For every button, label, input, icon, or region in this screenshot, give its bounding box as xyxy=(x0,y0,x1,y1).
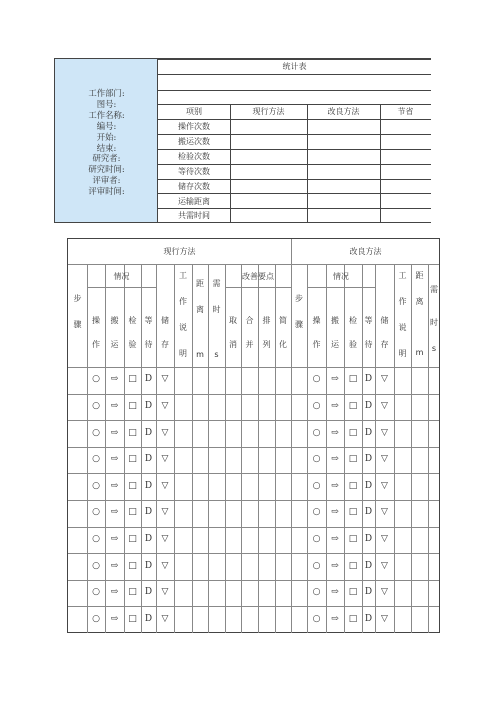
method-col-label: 验 xyxy=(349,340,357,349)
flow-symbol: ⇨ xyxy=(331,507,339,518)
stat-row-label: 搬运次数 xyxy=(178,136,210,146)
improve-col-label: 排 xyxy=(262,316,271,325)
subheader-line xyxy=(87,287,156,288)
flow-symbol: D xyxy=(144,533,153,544)
step-label: 步 xyxy=(295,294,303,303)
work-desc-label: 说 xyxy=(398,323,407,332)
work-desc-label: 说 xyxy=(179,323,187,332)
method-col-label: 检 xyxy=(349,316,357,325)
stat-row-line xyxy=(158,119,431,120)
flow-symbol: ▽ xyxy=(381,507,388,518)
step-label: 骤 xyxy=(73,320,82,329)
flow-symbol: ⇨ xyxy=(331,587,339,598)
stat-row-line xyxy=(158,134,431,135)
method-col-label: 储 xyxy=(161,316,169,325)
flow-symbol: ○ xyxy=(312,533,321,544)
flow-symbol: ○ xyxy=(92,374,100,385)
stat-row-label: 储存次数 xyxy=(178,181,210,191)
flow-symbol: ○ xyxy=(312,454,321,465)
improve-col-label: 消 xyxy=(229,340,237,349)
method-col-label: 验 xyxy=(128,340,137,349)
flow-symbol: ⇨ xyxy=(110,507,119,518)
work-desc-label: 工 xyxy=(398,271,407,280)
flow-symbol: □ xyxy=(348,613,358,624)
info-line: 结束: xyxy=(96,142,117,153)
info-line: 评审时间: xyxy=(88,186,125,197)
flow-symbol: □ xyxy=(128,454,137,465)
flow-symbol: D xyxy=(144,480,153,491)
flow-symbol: ⇨ xyxy=(110,427,119,438)
stat-title: 统计表 xyxy=(282,62,307,71)
flow-symbol: D xyxy=(364,374,373,385)
stat-hline xyxy=(158,104,431,105)
method-col-label: 待 xyxy=(144,340,153,349)
flow-symbol: ▽ xyxy=(161,613,169,624)
flow-symbol: ▽ xyxy=(381,427,388,438)
work-desc-label: 明 xyxy=(179,349,187,358)
time-label: s xyxy=(431,344,437,353)
flow-symbol: ▽ xyxy=(381,374,388,385)
improve-col-label: 合 xyxy=(245,316,254,325)
situation-label: 情况 xyxy=(333,272,349,281)
flow-symbol: D xyxy=(364,560,373,571)
work-desc-label: 作 xyxy=(179,297,187,306)
flow-symbol: D xyxy=(144,454,153,465)
method-col-label: 存 xyxy=(380,340,389,349)
improve-col-label: 并 xyxy=(245,340,254,349)
method-col-label: 作 xyxy=(92,340,100,349)
flow-symbol: ⇨ xyxy=(110,587,119,598)
situation-label: 情况 xyxy=(113,272,130,281)
flow-symbol: ⇨ xyxy=(110,480,119,491)
flow-symbol: D xyxy=(364,507,373,518)
flow-symbol: ▽ xyxy=(381,480,388,491)
col-line xyxy=(411,264,412,633)
flow-symbol: D xyxy=(144,507,153,518)
flow-symbol: D xyxy=(144,400,153,411)
flow-symbol: D xyxy=(364,400,373,411)
method-col-label: 操 xyxy=(312,316,321,325)
flow-symbol: ⇨ xyxy=(110,454,119,465)
stat-hline xyxy=(158,222,431,223)
flow-symbol: ▽ xyxy=(381,587,388,598)
improve-col-label: 列 xyxy=(262,340,271,349)
flow-symbol: □ xyxy=(348,374,358,385)
method-col-label: 运 xyxy=(331,340,339,349)
flow-symbol: □ xyxy=(128,374,137,385)
distance-label: 距 xyxy=(415,271,424,280)
flow-symbol: ⇨ xyxy=(110,613,119,624)
flow-symbol: ○ xyxy=(312,587,321,598)
method-col-label: 存 xyxy=(161,340,169,349)
stat-vline xyxy=(380,104,381,223)
flow-symbol: ⇨ xyxy=(331,454,339,465)
flow-symbol: ○ xyxy=(92,533,100,544)
flow-symbol: ○ xyxy=(312,427,321,438)
method-col-label: 运 xyxy=(110,340,119,349)
flow-symbol: □ xyxy=(348,507,358,518)
flow-symbol: □ xyxy=(348,587,358,598)
flow-symbol: ○ xyxy=(312,400,321,411)
stat-row-label: 等待次数 xyxy=(178,166,210,176)
improve-points-label: 改善要点 xyxy=(242,272,274,281)
flow-symbol: D xyxy=(364,533,373,544)
flow-symbol: ▽ xyxy=(161,454,169,465)
work-desc-label: 作 xyxy=(398,297,407,306)
col-line xyxy=(208,264,209,633)
flow-symbol: □ xyxy=(348,480,358,491)
flow-symbol: □ xyxy=(348,533,358,544)
process-analysis-table xyxy=(67,238,440,633)
flow-symbol: ⇨ xyxy=(331,427,339,438)
flow-symbol: ▽ xyxy=(161,587,169,598)
distance-label: 离 xyxy=(196,305,204,314)
time-label: 需 xyxy=(212,279,221,288)
flow-symbol: □ xyxy=(348,560,358,571)
improve-col-label: 化 xyxy=(279,340,287,349)
flow-symbol: ⇨ xyxy=(331,560,339,571)
col-line xyxy=(394,264,395,633)
flow-symbol: ○ xyxy=(92,427,100,438)
info-line: 开始: xyxy=(96,131,117,142)
stat-row-label: 操作次数 xyxy=(178,122,210,131)
flow-symbol: □ xyxy=(128,587,137,598)
flow-symbol: ○ xyxy=(92,587,100,598)
current-method-title: 现行方法 xyxy=(163,247,196,256)
method-col-label: 搬 xyxy=(331,316,339,325)
stat-hline xyxy=(158,59,431,60)
flow-symbol: ○ xyxy=(312,613,321,624)
time-label: 需 xyxy=(430,285,438,294)
flow-symbol: □ xyxy=(128,400,137,411)
info-line: 工作部门: xyxy=(88,88,125,98)
flow-symbol: ○ xyxy=(92,613,100,624)
flow-symbol: D xyxy=(144,613,153,624)
flow-symbol: ⇨ xyxy=(331,400,339,411)
flow-symbol: ▽ xyxy=(381,613,388,624)
flow-symbol: □ xyxy=(128,480,137,491)
statistics-table xyxy=(158,59,431,223)
work-info-panel xyxy=(55,59,158,223)
flow-symbol: ▽ xyxy=(161,374,169,385)
info-line: 图号: xyxy=(96,98,117,109)
flow-symbol: ○ xyxy=(312,374,321,385)
flow-symbol: ▽ xyxy=(161,507,169,518)
stat-hline xyxy=(158,90,431,91)
step-label: 骤 xyxy=(295,320,303,329)
flow-symbol: ⇨ xyxy=(331,480,339,491)
method-col-label: 等 xyxy=(144,316,153,325)
flow-symbol: ▽ xyxy=(161,533,169,544)
flow-symbol: D xyxy=(364,480,373,491)
flow-symbol: D xyxy=(364,587,373,598)
flow-symbol: ⇨ xyxy=(331,374,339,385)
method-col-label: 作 xyxy=(312,340,321,349)
stat-row-line xyxy=(158,179,431,180)
flow-symbol: ▽ xyxy=(161,560,169,571)
flow-symbol: D xyxy=(364,454,373,465)
method-col-label: 操 xyxy=(92,316,100,325)
flow-symbol: ⇨ xyxy=(331,613,339,624)
distance-label: m xyxy=(415,348,424,357)
info-line: 研究者: xyxy=(92,153,121,164)
improved-method-title: 改良方法 xyxy=(349,247,382,256)
flow-symbol: □ xyxy=(348,427,358,438)
flow-symbol: ○ xyxy=(312,560,321,571)
flow-symbol: ▽ xyxy=(381,400,388,411)
flow-symbol: □ xyxy=(348,454,358,465)
flow-symbol: ○ xyxy=(312,507,321,518)
flow-symbol: □ xyxy=(128,613,137,624)
flow-symbol: ▽ xyxy=(381,560,388,571)
flow-symbol: D xyxy=(144,587,153,598)
stat-row-label: 共需时间 xyxy=(178,211,210,221)
stat-row-line xyxy=(158,208,431,209)
distance-label: 距 xyxy=(196,279,204,288)
flow-symbol: □ xyxy=(128,560,137,571)
flow-symbol: ○ xyxy=(312,480,321,491)
info-line: 评审者: xyxy=(92,175,121,186)
stat-row-label: 检验次数 xyxy=(178,151,210,161)
time-label: 时 xyxy=(430,318,438,327)
work-desc-label: 明 xyxy=(398,349,407,358)
work-info-lines xyxy=(55,88,158,197)
flow-symbol: □ xyxy=(128,507,137,518)
work-desc-label: 工 xyxy=(179,271,187,280)
flow-symbol: ⇨ xyxy=(110,533,119,544)
method-col-label: 等 xyxy=(364,316,373,325)
flow-symbol: ○ xyxy=(92,400,100,411)
step-label: 步 xyxy=(73,294,82,303)
flow-symbol: ▽ xyxy=(161,400,169,411)
subheader-line xyxy=(307,287,375,288)
flow-symbol: ○ xyxy=(92,454,100,465)
flow-symbol: ⇨ xyxy=(110,560,119,571)
info-line: 研究时间: xyxy=(88,164,125,175)
improve-col-label: 简 xyxy=(279,316,287,325)
flow-symbol: ○ xyxy=(92,560,100,571)
stat-header: 现行方法 xyxy=(252,107,285,116)
stat-row-line xyxy=(158,193,431,194)
stat-row-label: 运输距离 xyxy=(178,196,210,206)
stat-header: 改良方法 xyxy=(327,107,360,116)
flow-symbol: D xyxy=(364,427,373,438)
flow-symbol: D xyxy=(144,374,153,385)
flow-symbol: ○ xyxy=(92,507,100,518)
time-label: 时 xyxy=(212,305,221,314)
flow-symbol: D xyxy=(144,427,153,438)
flow-symbol: ⇨ xyxy=(331,533,339,544)
improve-col-label: 取 xyxy=(229,316,237,325)
stat-row-line xyxy=(158,149,431,150)
flow-symbol: D xyxy=(364,613,373,624)
flow-symbol: ▽ xyxy=(161,480,169,491)
stat-vline xyxy=(307,104,308,223)
col-line xyxy=(174,264,175,633)
flow-symbol: □ xyxy=(128,533,137,544)
distance-label: 离 xyxy=(415,297,424,306)
method-col-label: 检 xyxy=(128,316,137,325)
stat-header: 节省 xyxy=(397,107,414,116)
stat-vline xyxy=(230,104,231,223)
flow-symbol: ⇨ xyxy=(110,374,119,385)
method-col-label: 储 xyxy=(380,316,389,325)
method-col-label: 搬 xyxy=(110,316,119,325)
flow-symbol: ⇨ xyxy=(110,400,119,411)
method-col-label: 待 xyxy=(364,340,373,349)
col-line xyxy=(192,264,193,633)
stat-hline xyxy=(158,74,431,75)
stat-row-line xyxy=(158,164,431,165)
info-line: 编号: xyxy=(96,120,117,131)
time-label: s xyxy=(214,350,219,359)
flow-symbol: ○ xyxy=(92,480,100,491)
flow-symbol: ▽ xyxy=(161,427,169,438)
flow-symbol: ▽ xyxy=(381,533,388,544)
info-line: 工作名称: xyxy=(88,109,125,120)
flow-symbol: □ xyxy=(128,427,137,438)
summary-block xyxy=(54,58,431,223)
distance-label: m xyxy=(196,350,204,359)
flow-symbol: □ xyxy=(348,400,358,411)
flow-symbol: ▽ xyxy=(381,454,388,465)
stat-header: 项别 xyxy=(186,107,202,116)
flow-symbol: D xyxy=(144,560,153,571)
